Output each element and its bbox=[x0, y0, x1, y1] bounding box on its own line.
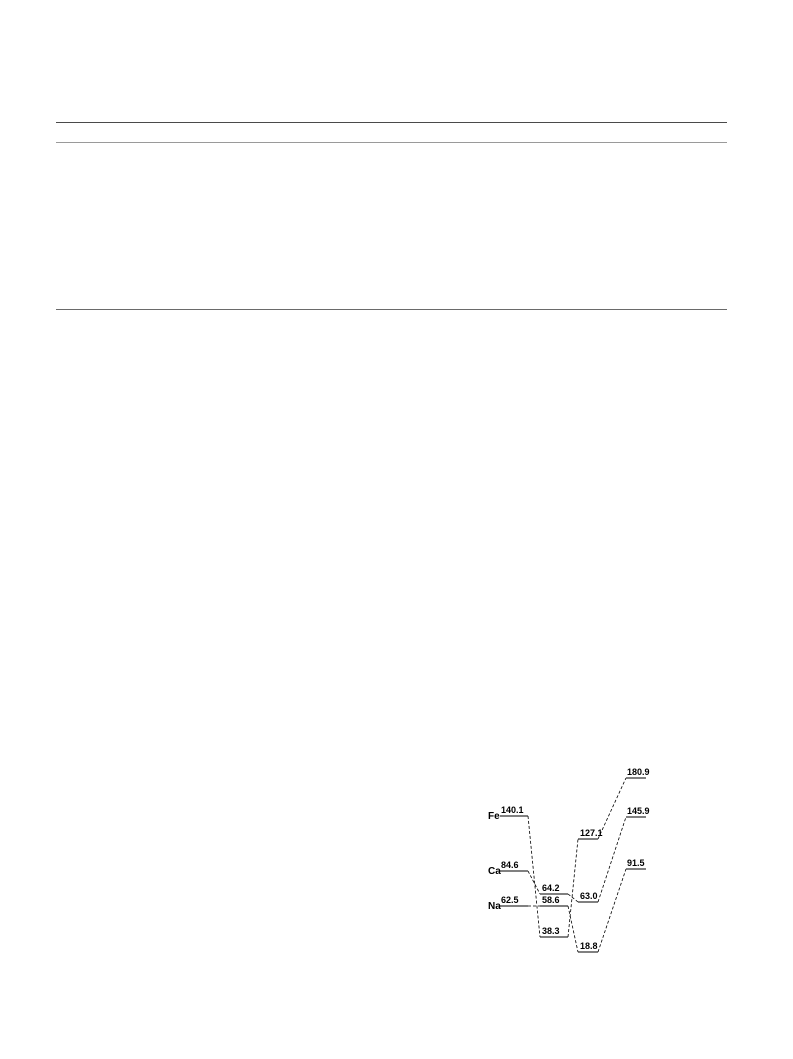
connector-fe-2 bbox=[568, 839, 578, 937]
value-label-na-2: 58.6 bbox=[542, 895, 560, 905]
connector-na-3 bbox=[598, 869, 626, 952]
value-label-fe-1: 140.1 bbox=[501, 805, 524, 815]
element-label-na: Na bbox=[488, 901, 501, 912]
value-label-fe-4: 180.9 bbox=[627, 767, 650, 777]
value-label-fe-2: 38.3 bbox=[542, 926, 560, 936]
table-header-rule bbox=[56, 142, 727, 143]
level-labels bbox=[501, 767, 650, 951]
element-label-ca: Ca bbox=[488, 866, 501, 877]
value-label-ca-4: 145.9 bbox=[627, 806, 650, 816]
table-top-rule bbox=[56, 122, 727, 123]
value-label-ca-1: 84.6 bbox=[501, 860, 519, 870]
connector-na-2 bbox=[568, 906, 578, 952]
table-bottom-rule bbox=[56, 309, 727, 310]
value-label-na-4: 91.5 bbox=[627, 858, 645, 868]
value-label-na-1: 62.5 bbox=[501, 895, 519, 905]
element-labels bbox=[488, 811, 501, 912]
connector-ca-2 bbox=[568, 894, 578, 902]
value-label-ca-3: 63.0 bbox=[580, 891, 598, 901]
connector-ca-1 bbox=[528, 871, 540, 894]
energy-level-diagram bbox=[470, 760, 660, 965]
value-label-ca-2: 64.2 bbox=[542, 883, 560, 893]
value-label-fe-3: 127.1 bbox=[580, 828, 603, 838]
element-label-fe: Fe bbox=[488, 811, 500, 822]
value-label-na-3: 18.8 bbox=[580, 941, 598, 951]
connector-fe-1 bbox=[528, 816, 540, 937]
